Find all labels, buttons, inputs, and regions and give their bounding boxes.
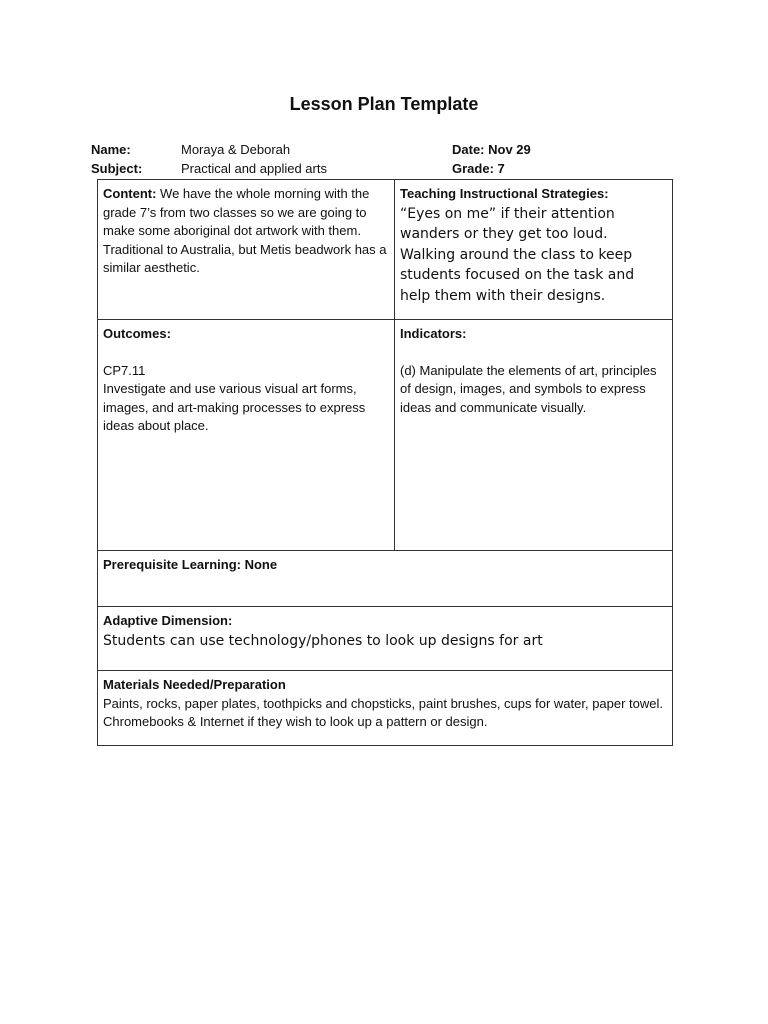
materials-cell: [98, 671, 673, 746]
prerequisite-label: Prerequisite Learning: None: [103, 557, 278, 572]
content-text: We have the whole morning with the grade 7’s from two classes so we are going to make some aboriginal dot artwork with them. Traditional to Australia, but Metis beadwork has a similar aesthetic.: [103, 186, 387, 275]
table-row: [98, 671, 673, 746]
subject-value: Practical and applied arts: [181, 161, 327, 176]
grade-label: Grade: 7: [452, 161, 505, 176]
strategies-cell: [395, 180, 673, 320]
date-label: Date: Nov 29: [452, 142, 531, 157]
indicators-cell: [395, 320, 673, 551]
materials-text: Paints, rocks, paper plates, toothpicks and chopsticks, paint brushes, cups for water, paper towel. Chromebooks & Internet if they wish to look up a pattern or design.: [103, 695, 664, 729]
table-row: [98, 320, 673, 551]
name-value: Moraya & Deborah: [181, 142, 291, 157]
subject-label: Subject:: [91, 161, 143, 176]
outcomes-cell: [98, 320, 395, 551]
name-label: Name:: [91, 142, 131, 157]
lesson-plan-table: [97, 179, 673, 746]
adaptive-text: Students can use technology/phones to look up designs for art: [103, 632, 543, 649]
indicators-text: (d) Manipulate the elements of art, principles of design, images, and symbols to express ideas and communicate visually.: [400, 362, 657, 415]
adaptive-label: Adaptive Dimension:: [103, 613, 233, 628]
strategies-text: “Eyes on me” if their attention wanders or they get too loud. Walking around the class to keep students focused on the task and help them with their designs.: [400, 205, 635, 304]
content-label: Content:: [103, 186, 157, 201]
table-row: [98, 180, 673, 320]
adaptive-cell: [98, 607, 673, 671]
outcomes-code: CP7.11: [103, 362, 146, 378]
strategies-label: Teaching Instructional Strategies:: [400, 186, 609, 201]
page-title: Lesson Plan Template: [289, 94, 479, 114]
content-cell: [98, 180, 395, 320]
outcomes-label: Outcomes:: [103, 326, 171, 341]
table-row: [98, 551, 673, 607]
outcomes-text: Investigate and use various visual art forms, images, and art-making processes to express ideas about place.: [103, 381, 366, 433]
materials-label: Materials Needed/Preparation: [103, 677, 286, 692]
indicators-label: Indicators:: [400, 326, 467, 341]
table-row: [98, 607, 673, 671]
prerequisite-cell: [98, 551, 673, 607]
